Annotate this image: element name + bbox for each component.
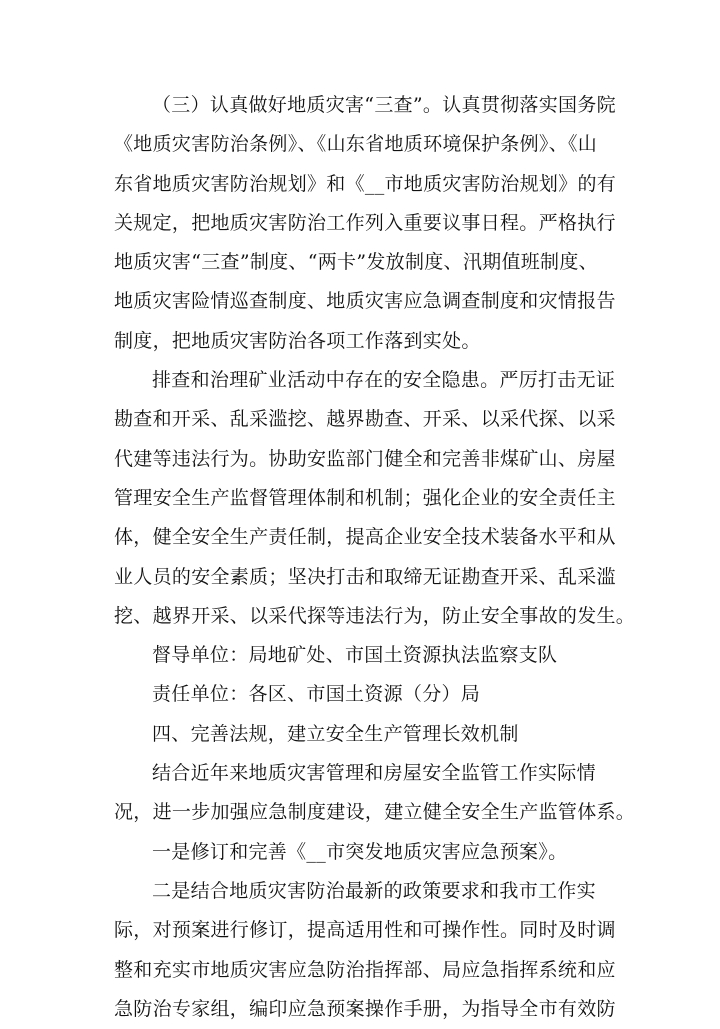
paragraph-line-13: 业人员的安全素质；坚决打击和取缔无证勘查开采、乱采滥	[114, 565, 616, 588]
paragraph-line-19: 况，进一步加强应急制度建设，建立健全安全生产监管体系。	[114, 801, 636, 824]
supervising-unit-line: 督导单位：局地矿处、市国土资源执法监察支队	[152, 644, 558, 667]
paragraph-line-7: 制度，把地质灾害防治各项工作落到实处。	[114, 329, 481, 352]
paragraph-line-21: 二是结合地质灾害防治最新的政策要求和我市工作实	[152, 879, 596, 902]
responsible-unit-line: 责任单位：各区、市国土资源（分）局	[152, 683, 481, 706]
paragraph-line-14: 挖、越界开采、以采代探等违法行为，防止安全事故的发生。	[114, 604, 636, 627]
paragraph-line-1: （三）认真做好地质灾害“三查”。认真贯彻落实国务院	[152, 94, 616, 116]
paragraph-line-10: 代建等违法行为。协助安监部门健全和完善非煤矿山、房屋	[114, 447, 616, 470]
paragraph-line-22: 际，对预案进行修订，提高适用性和可操作性。同时及时调	[114, 919, 616, 942]
paragraph-line-20: 一是修订和完善《__市突发地质灾害应急预案》。	[152, 840, 568, 863]
paragraph-line-5: 地质灾害“三查”制度、“两卡”发放制度、汛期值班制度、	[114, 251, 598, 274]
paragraph-line-8: 排查和治理矿业活动中存在的安全隐患。严厉打击无证	[152, 369, 616, 392]
paragraph-line-12: 体，健全安全生产责任制，提高企业安全技术装备水平和从	[114, 526, 616, 549]
paragraph-line-11: 管理安全生产监督管理体制和机制；强化企业的安全责任主	[114, 486, 616, 509]
section-heading-four: 四、完善法规，建立安全生产管理长效机制	[152, 722, 519, 745]
document-body	[114, 86, 636, 1029]
paragraph-line-24: 急防治专家组，编印应急预案操作手册，为指导全市有效防	[114, 997, 616, 1020]
paragraph-line-18: 结合近年来地质灾害管理和房屋安全监管工作实际情	[152, 762, 596, 785]
paragraph-line-3: 东省地质灾害防治规划》和《__市地质灾害防治规划》的有	[114, 172, 617, 195]
paragraph-line-9: 勘查和开采、乱采滥挖、越界勘查、开采、以采代探、以采	[114, 408, 616, 431]
paragraph-line-23: 整和充实市地质灾害应急防治指挥部、局应急指挥系统和应	[114, 958, 616, 981]
paragraph-line-6: 地质灾害险情巡查制度、地质灾害应急调查制度和灾情报告	[114, 290, 616, 313]
paragraph-line-2: 《地质灾害防治条例》、《山东省地质环境保护条例》、《山	[114, 133, 598, 156]
paragraph-line-4: 关规定，把地质灾害防治工作列入重要议事日程。严格执行	[114, 211, 616, 234]
